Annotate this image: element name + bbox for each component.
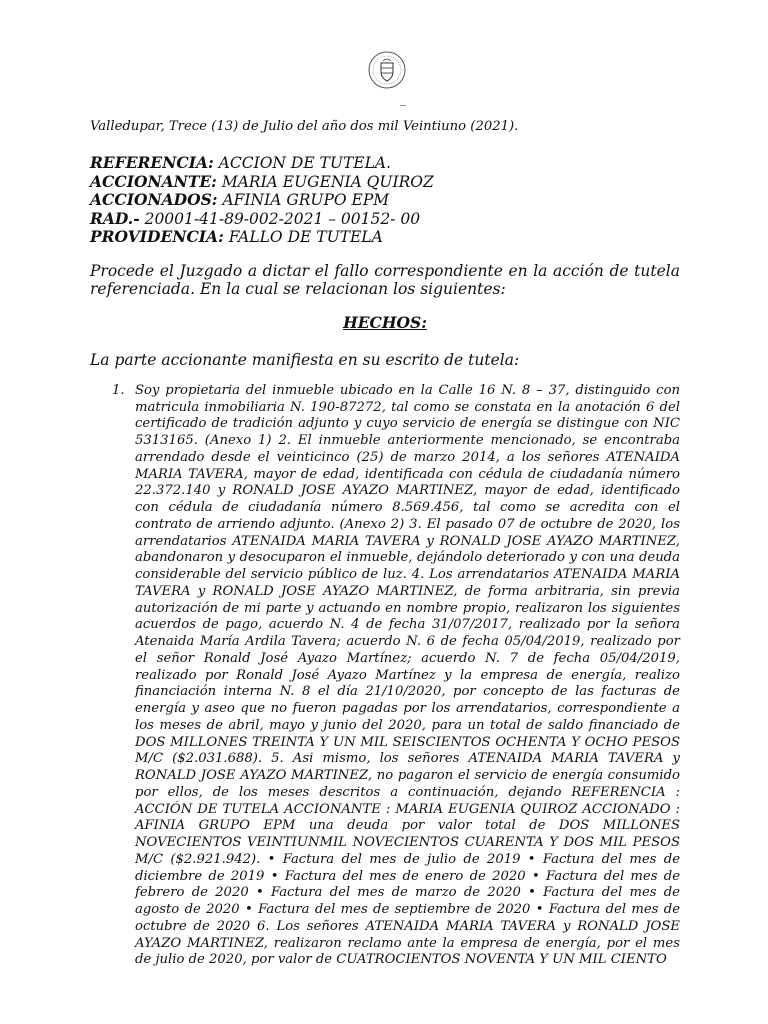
document-body — [90, 118, 680, 969]
reference-line — [90, 154, 680, 173]
reference-block — [90, 154, 680, 247]
section-heading: HECHOS: — [343, 312, 427, 332]
list-item — [90, 383, 680, 969]
list-item-text: Soy propietaria del inmueble ubicado en la Calle 16 N. 8 – 37, distinguido con matricula inmobiliaria N. 190-87272, tal como se constata en la anotación 6 del certificado de tradición adjunto y cuyo servicio de energía se distingue con NIC 5313165. (Anexo 1) 2. El inmueble anteriormente mencionado, se encontraba arrendado desde el veinticinco (25) de marzo 2014, a los señores ATENAIDA MARIA TAVERA, mayor de edad, identificada con cédula de ciudadanía número 22.372.140 y RONALD JOSE AYAZO MARTINEZ, mayor de edad, identificado con cédula de ciudadanía número 8.569.456, tal como se acredita con el contrato de arriendo adjunto. (Anexo 2) 3. El pasado 07 de octubre de 2020, los arrendatarios ATENAIDA MARIA TAVERA y RONALD JOSE AYAZO MARTINEZ, abandonaron y desocuparon el inmueble, dejándolo deteriorado y con una deuda considerable del servicio público de luz. 4. Los arrendatarios ATENAIDA MARIA TAVERA y RONALD JOSE AYAZO MARTINEZ, de forma arbitraria, sin previa autorización de mi parte y actuando en nombre propio, realizaron los siguientes acuerdos de pago, acuerdo N. 4 de fecha 31/07/2017, realizado por la señora Atenaida María Ardila Tavera; acuerdo N. 6 de fecha 05/04/2019, realizado por el señor Ronald José Ayazo Martínez; acuerdo N. 7 de fecha 05/04/2019, realizado por Ronald José Ayazo Martínez y la empresa de energía, realizo financiación interna N. 8 el día 21/10/2020, por concepto de las facturas de energía y aseo que no fueron pagadas por los arrendatarios, correspondiente a los meses de abril, mayo y junio del 2020, para un total de saldo financiado de DOS MILLONES TREINTA Y UN MIL SEISCIENTOS OCHENTA Y OCHO PESOS M/C ($2.031.688). 5. Asi mismo, los señores ATENAIDA MARIA TAVERA y RONALD JOSE AYAZO MARTINEZ, no pagaron el servicio de energía consumido por ellos, de los meses descritos a continuación, dejando REFERENCIA : ACCIÓN DE TUTELA ACCIONANTE : MARIA EUGENIA QUIROZ ACCIONADO : AFINIA GRUPO EPM una deuda por valor total de DOS MILLONES NOVECIENTOS VEINTIUNMIL NOVECIENTOS CUARENTA Y DOS MIL PESOS M/C ($2.921.942). • Factura del mes de julio de 2019 • Factura del mes de diciembre de 2019 • Factura del mes de enero de 2020 • Factura del mes de febrero de 2020 • Factura del mes de marzo de 2020 • Factura del mes de agosto de 2020 • Factura del mes de septiembre de 2020 • Factura del mes de octubre de 2020 6. Los señores ATENAIDA MARIA TAVERA y RONALD JOSE AYAZO MARTINEZ, realizaron reclamo ante la empresa de energía, por el mes de julio de 2020, por valor de CUATROCIENTOS NOVENTA Y UN MIL CIENTO — [135, 382, 680, 968]
providencia-line — [90, 228, 680, 247]
accionante-line — [90, 173, 680, 192]
accionante-label: ACCIONANTE: — [90, 171, 217, 191]
section-intro: La parte accionante manifiesta en su escrito de tutela: — [90, 351, 520, 370]
seal-mark: _ — [400, 92, 406, 106]
reference-value: ACCION DE TUTELA. — [218, 154, 392, 172]
accionante-value: MARIA EUGENIA QUIROZ — [221, 172, 434, 191]
date-line: Valledupar, Trece (13) de Julio del año dos mil Veintiuno (2021). — [90, 119, 519, 134]
intro-paragraph: Procede el Juzgado a dictar el fallo correspondiente en la acción de tutela referenciada. En la cual se relacionan los siguientes: — [90, 261, 680, 299]
list-item-number: 1. — [112, 382, 125, 398]
rad-label: RAD.- — [90, 208, 140, 228]
accionados-value: AFINIA GRUPO EPM — [222, 191, 390, 210]
accionados-label: ACCIONADOS: — [90, 190, 218, 210]
accionados-line — [90, 191, 680, 210]
reference-label: REFERENCIA: — [90, 153, 214, 172]
providencia-label: PROVIDENCIA: — [90, 227, 224, 247]
coat-of-arms-seal-icon — [367, 50, 407, 90]
rad-value: 20001-41-89-002-2021 – 00152- 00 — [144, 209, 421, 228]
rad-line — [90, 210, 680, 229]
providencia-value: FALLO DE TUTELA — [228, 228, 383, 247]
